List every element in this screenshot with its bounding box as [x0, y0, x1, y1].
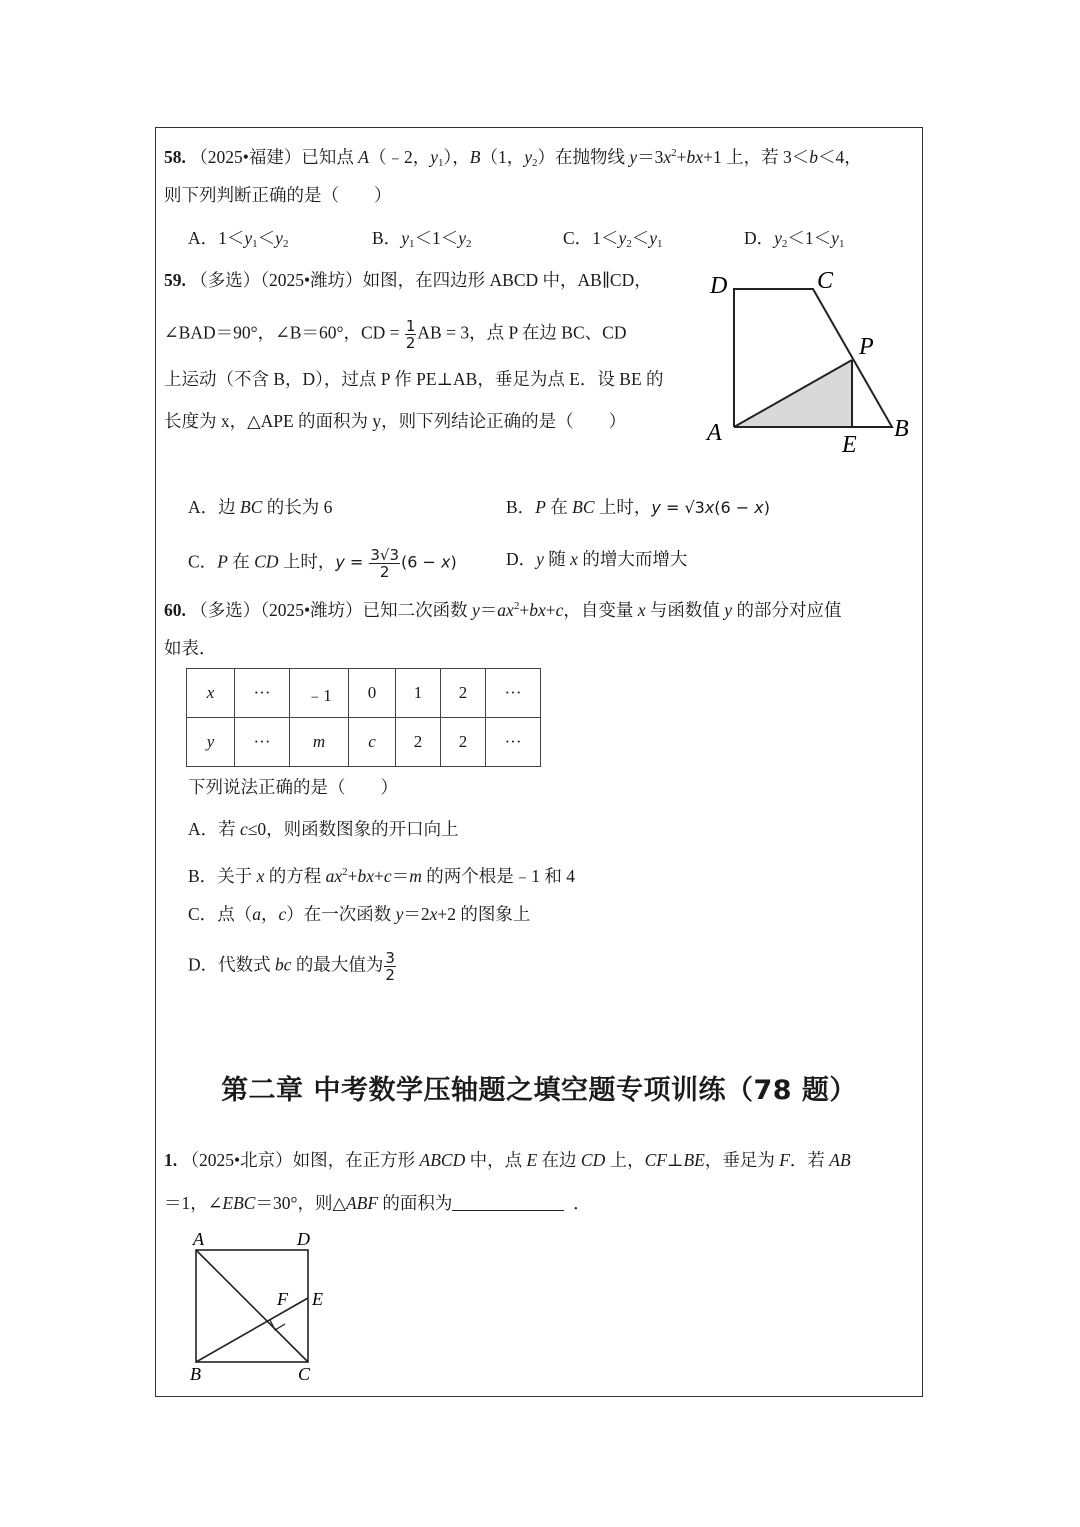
label-C: C — [817, 268, 834, 294]
q58-stem-line1: 58. （2025•福建）已知点 A（﹣2，$y_1$），B（1，$y_2$）在抛物线 $y=3x^2+bx+1$ 上，若 3＜b＜4， — [164, 147, 862, 169]
q59-option-a[interactable]: A．边 BC 的长为 6 — [188, 497, 333, 517]
q59-option-d[interactable]: D．y 随 x 的增大而增大 — [506, 549, 688, 569]
label-E: E — [312, 1289, 323, 1309]
q59-stem-line1 — [164, 268, 652, 292]
label-A: A — [193, 1229, 204, 1249]
stem-text: ∠BAD＝90°，∠B＝60°，CD = — [164, 322, 404, 343]
label-B: B — [894, 416, 909, 442]
fraction-one-half: $\frac{1}{2}$ — [405, 317, 416, 352]
stem-text: ． — [573, 1193, 591, 1213]
q58-option-d[interactable]: D．$y_2<1<y_1$ — [744, 228, 845, 250]
option-label: C． — [563, 228, 593, 248]
q60-stem-line1: 60. （多选）（2025•潍坊）已知二次函数 $y=ax^2+bx+c$，自变量 x 与函数值 y 的部分对应值 — [164, 600, 842, 620]
answer-blank[interactable] — [452, 1192, 564, 1211]
question-source: （2025•北京） — [181, 1150, 293, 1170]
label-E: E — [842, 432, 857, 458]
stem-text: （1， — [480, 147, 525, 167]
label-D: D — [297, 1229, 310, 1249]
q59-trapezoid-figure — [700, 260, 925, 460]
table-row-y: y ··· m c 2 2 ··· — [187, 718, 541, 767]
table-row-x: x ··· ﹣1 0 1 2 ··· — [187, 669, 541, 718]
q59-option-b[interactable]: B．P 在 BC 上时，y = √3x(6 − x) — [506, 497, 770, 517]
option-label: A． — [188, 228, 219, 248]
stem-text: AB = 3，点 P 在边 BC、CD — [417, 322, 627, 343]
stem-text: ＜4， — [817, 147, 862, 167]
option-label: B． — [506, 497, 536, 517]
q59-option-c[interactable]: C．P 在 CD 上时，y = $\frac{3√3}{2}$ (6 − x) — [188, 546, 457, 581]
question-source: （多选）（2025•潍坊） — [190, 270, 363, 290]
f1-stem-line1: 1. （2025•北京）如图，在正方形 ABCD 中，点 E 在边 CD 上，CF⊥BE，垂足为 F．若 AB — [164, 1150, 851, 1170]
q60-option-d[interactable]: D．代数式 bc 的最大值为 $\frac{3}{2}$ — [188, 949, 395, 984]
q58-option-a[interactable]: A．$1<y_1<y_2$ — [188, 228, 289, 250]
question-source: （2025•福建） — [190, 147, 302, 167]
stem-text: 已知点 — [301, 147, 359, 167]
q60-option-c[interactable]: C．点（a，c）在一次函数 y＝2x+2 的图象上 — [188, 904, 531, 924]
q60-prompt: 下列说法正确的是（ ） — [188, 777, 398, 797]
q58-option-b[interactable]: B．$y_1<1<y_2$ — [372, 228, 472, 250]
question-number: 58. — [164, 147, 186, 167]
q59-stem-line2 — [164, 318, 626, 351]
stem-text: （﹣2， — [368, 147, 431, 167]
option-label: D． — [188, 954, 219, 975]
question-number: 59. — [164, 270, 186, 290]
stem-text: 如图，在四边形 ABCD 中，AB∥CD， — [362, 270, 652, 290]
question-number: 1. — [164, 1150, 178, 1170]
stem-text: ）， — [443, 147, 470, 167]
q59-stem-line4: 长度为 x，△APE 的面积为 y，则下列结论正确的是（ ） — [164, 411, 627, 431]
chapter-title: 第二章 中考数学压轴题之填空题专项训练（78 题） — [221, 1075, 857, 1106]
label-F: F — [277, 1289, 288, 1309]
q60-stem-line2: 如表． — [164, 638, 217, 658]
option-label: C． — [188, 551, 218, 572]
stem-text: ）在抛物线 — [537, 147, 630, 167]
q58-option-c[interactable]: C．$1<y_2<y_1$ — [563, 228, 663, 250]
option-label: D． — [506, 549, 537, 569]
label-B: B — [190, 1364, 201, 1384]
question-source: （多选）（2025•潍坊） — [190, 600, 363, 620]
q60-value-table — [186, 668, 541, 767]
label-A: A — [707, 420, 722, 446]
q60-option-a[interactable]: A．若 c≤0，则函数图象的开口向上 — [188, 819, 459, 839]
stem-text: 上，若 3＜ — [721, 147, 810, 167]
question-number: 60. — [164, 600, 186, 620]
option-label: D． — [744, 228, 775, 248]
option-label: B． — [372, 228, 402, 248]
q60-option-b[interactable]: B．关于 x 的方程 $ax^2+bx+c=m$ 的两个根是﹣1 和 4 — [188, 866, 575, 886]
option-label: C． — [188, 904, 218, 924]
q58-stem-line2: 则下列判断正确的是（ ） — [164, 185, 392, 205]
label-D: D — [710, 273, 728, 299]
option-label: B． — [188, 866, 218, 886]
label-P: P — [859, 334, 874, 360]
option-label: A． — [188, 497, 219, 517]
f1-stem-line2: ＝1，∠EBC＝30°，则△ABF 的面积为 ． — [164, 1193, 591, 1213]
option-label: A． — [188, 819, 219, 839]
f1-square-figure — [180, 1225, 340, 1400]
q59-stem-line3: 上运动（不含 B，D），过点 P 作 PE⊥AB，垂足为点 E．设 BE 的 — [164, 369, 664, 389]
label-C: C — [298, 1364, 311, 1384]
